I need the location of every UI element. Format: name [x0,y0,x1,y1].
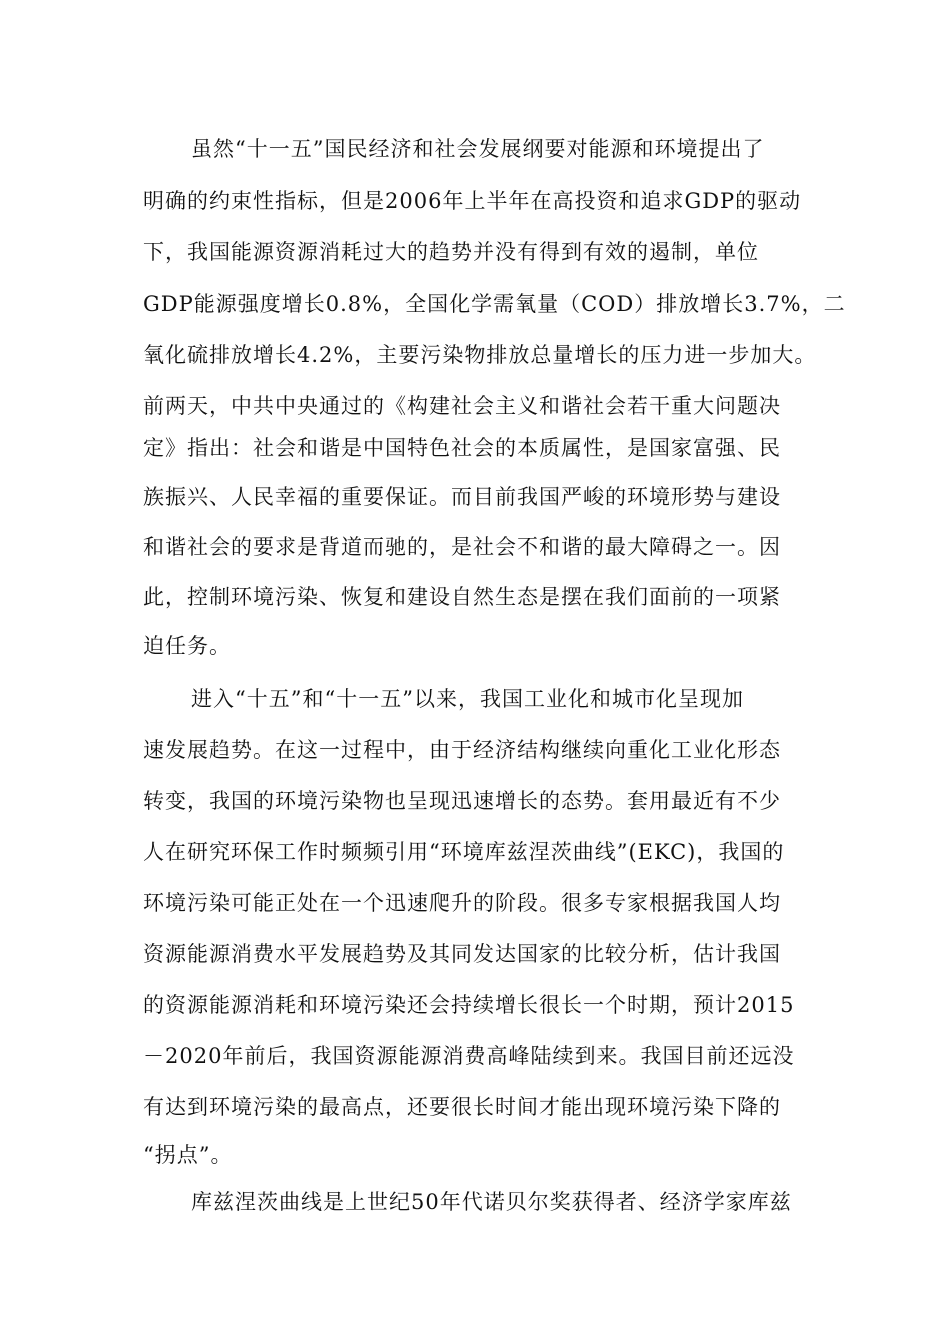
paragraph-2-line-5: 环境污染可能正处在一个迅速爬升的阶段。很多专家根据我国人均 [143,891,781,915]
paragraph-2-line-6: 资源能源消费水平发展趋势及其同发达国家的比较分析，估计我国 [143,942,781,966]
paragraph-1-line-4: GDP能源强度增长0.8%，全国化学需氧量（COD）排放增长3.7%，二 [143,292,846,316]
paragraph-3-line-1: 库兹涅茨曲线是上世纪50年代诺贝尔奖获得者、经济学家库兹 [191,1190,792,1214]
paragraph-1-line-5: 氧化硫排放增长4.2%，主要污染物排放总量增长的压力进一步加大。 [143,343,817,367]
paragraph-2-line-3: 转变，我国的环境污染物也呈现迅速增长的态势。套用最近有不少 [143,789,781,813]
paragraph-1-line-8: 族振兴、人民幸福的重要保证。而目前我国严峻的环境形势与建设 [143,485,781,509]
paragraph-2-line-9: 有达到环境污染的最高点，还要很长时间才能出现环境污染下降的 [143,1095,781,1119]
paragraph-2-line-2: 速发展趋势。在这一过程中，由于经济结构继续向重化工业化形态 [143,738,781,762]
paragraph-2-line-7: 的资源能源消耗和环境污染还会持续增长很长一个时期，预计2015 [143,993,795,1017]
paragraph-2-line-10: “拐点”。 [143,1143,233,1167]
paragraph-1-line-10: 此，控制环境污染、恢复和建设自然生态是摆在我们面前的一项紧 [143,585,781,609]
paragraph-2-line-1: 进入“十五”和“十一五”以来，我国工业化和城市化呈现加 [191,687,744,711]
paragraph-1-line-7: 定》指出：社会和谐是中国特色社会的本质属性，是国家富强、民 [143,436,781,460]
paragraph-1-line-2: 明确的约束性指标，但是2006年上半年在高投资和追求GDP的驱动 [143,189,802,213]
paragraph-1-line-9: 和谐社会的要求是背道而驰的，是社会不和谐的最大障碍之一。因 [143,535,781,559]
paragraph-1-line-1: 虽然“十一五”国民经济和社会发展纲要对能源和环境提出了 [191,137,765,161]
paragraph-1-line-6: 前两天，中共中央通过的《构建社会主义和谐社会若干重大问题决 [143,394,781,418]
paragraph-1-line-3: 下，我国能源资源消耗过大的趋势并没有得到有效的遏制，单位 [143,240,759,264]
paragraph-2-line-8: －2020年前后，我国资源能源消费高峰陆续到来。我国目前还远没 [143,1044,795,1068]
paragraph-1-line-11: 迫任务。 [143,634,231,658]
paragraph-2-line-4: 人在研究环保工作时频频引用“环境库兹涅茨曲线”(EKC)，我国的 [143,840,785,864]
